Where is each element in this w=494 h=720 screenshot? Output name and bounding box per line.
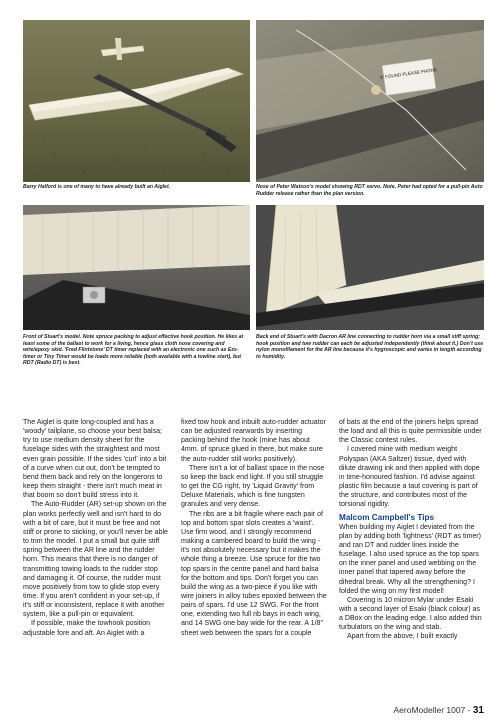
photo-stuart-model-front bbox=[23, 205, 250, 330]
article-body bbox=[23, 418, 485, 704]
article-column-1 bbox=[23, 418, 169, 638]
photo-stuart-model-back bbox=[256, 205, 484, 330]
paragraph: When building my Aiglet I deviated from the plan by adding both 'lightness' (RDT as timer) and ran DT and rudder lines inside the fuselage. I also used spruce as the top spars on the inner panel and used webbing on the inner panel that tapered away before the dihedral break. Why all the strengthening? I folded the wing on my first model! bbox=[339, 523, 482, 595]
caption-top-right: Nose of Peter Watson's model showing RDT servo. Note, Peter had opted for a pull-pin Auto Rudder release rather than the plan version. bbox=[256, 184, 483, 197]
article-column-3 bbox=[339, 418, 485, 642]
caption-bottom-left: Front of Stuart's model. Note spruce packing to adjust effective hook position. He likes at least some of the ballast to work for a living, hence glass cloth nose covering and wire/epoxy skid. 'Fred Flintstone' DT timer replaced with an electronic one such as Ezs-timer or Tiny Timer would be loads more reliable (both available with a towline start), but RDT (Radio DT) is best. bbox=[23, 334, 244, 367]
paragraph: The ribs are a bit fragile where each pair of top and bottom spar slots creates a 'waist'. Use firm wood, and I strongly recommend making a cambered board to build the wing - it's not absolutely necessary but it makes the whole thing a breeze. Use spruce for the two top spars in the centre panel and hard balsa for the bottom and tips. Don't forget you can build the wing as a two-piece if you like with wire joiners in alloy tubes epoxied between the pairs of spars. I'd use 12 SWG. For the front one, extending two full rib bays in each wing, and 14 SWG one bay wide for the rear. A 1/8" sheet web between the spars for a couple bbox=[181, 510, 327, 637]
section-heading: Malcom Campbell's Tips bbox=[339, 512, 435, 522]
paragraph: Apart from the above, I built exactly bbox=[347, 633, 458, 641]
page-footer bbox=[393, 705, 484, 716]
servo-label-text: IF FOUND PLEASE PHONE bbox=[379, 67, 438, 80]
photo-aiglet-on-grass bbox=[23, 20, 250, 182]
paragraph: There isn't a lot of ballast space in the nose so keep the back end light. If you still struggle to get the CG right, try 'Liquid Gravity' from Deluxe Materials, which is fine tungsten granules and very dense. bbox=[181, 464, 325, 509]
paragraph: of bats at the end of the joiners helps spread the load and all this is quite permissible under the Classic contest rules. bbox=[339, 419, 482, 445]
paragraph: I covered mine with medium weight Polyspan (AKA Saltzer) tissue, dyed with dilute drawing ink and then applied with dope in time-honoured fashion. I'd advise against plastic film because a taut covering is part of the structure, and contributes most of the torsional rigidity. bbox=[339, 446, 480, 509]
paragraph: Covering is 10 micron Mylar under Esaki with a second layer of Esaki (black colour) as a DBox on the leading edge. I also added thin turbulators on the wing and stab. bbox=[339, 596, 482, 632]
page-number: 31 bbox=[472, 705, 484, 716]
paragraph: The Aiglet is quite long-coupled and has a 'woody' tailplane, so choose your best balsa; try to use medium density sheet for the fuselage sides with the straightest and most even grain possible. If the sides 'curl' into a bit of a curve when cut out, don't be tempted to bend them back and rely on the longerons to keep them straight - there isn't much meat in that boom so don't build stress into it. bbox=[23, 419, 167, 500]
paragraph: fixed tow hook and inbuilt auto-rudder actuator can be adjusted rearwards by inserting packing behind the hook (mine has about 4mm. of spruce glued in there, but make sure the auto-rudder still works positively). bbox=[181, 419, 326, 463]
caption-bottom-right: Back end of Stuart's with Dacron AR line connecting to rudder horn via a small stiff spring; hook position and tow rudder can each be adjusted independently (think about it.) Don't use nylon monofilament for the AR line because it's hygroscopic and varies in length according to humidity. bbox=[256, 334, 484, 360]
magazine-name: AeroModeller 1007 - bbox=[393, 705, 471, 715]
paragraph: If possible, make the towhook position adjustable fore and aft. An Aiglet with a bbox=[23, 620, 151, 637]
photo-rdt-servo-nose bbox=[256, 20, 484, 182]
paragraph: The Auto-Rudder (AR) set-up shown on the plan works perfectly well and isn't hard to do with a bit of care, but it must be free and not stiff or prone to sticking, or you'll never be able to trim the model. I put a small but quite stiff spring between the AR line and the rudder horn. This means that there is no danger of transmitting towing loads to the rudder stop and damaging it. Of course, the rudder must move positively from tow to glide stop every time. If you aren't confident in your set-up, if it's stiff or inconsistent, replace it with another system, like a pull-pin or equivalent. bbox=[23, 501, 168, 619]
caption-top-left: Barry Halford is one of many to have already built an Aiglet. bbox=[23, 184, 171, 190]
article-column-2 bbox=[181, 418, 327, 638]
